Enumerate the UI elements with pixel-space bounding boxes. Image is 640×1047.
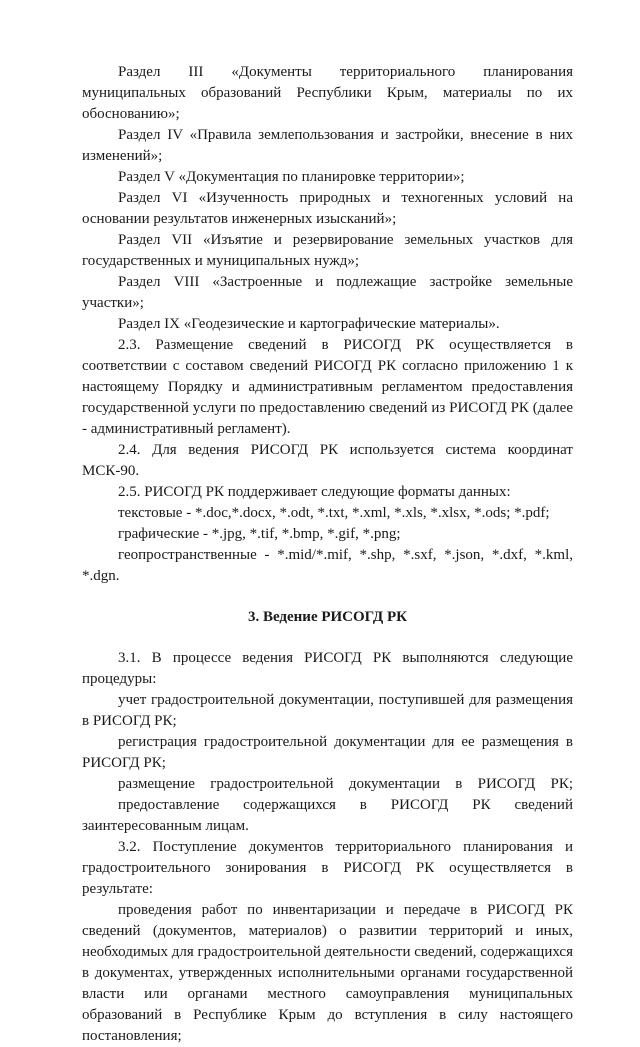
paragraph: Раздел VIII «Застроенные и подлежащие застройке земельные участки»;	[82, 274, 573, 311]
procedure-item: предоставление содержащихся в РИСОГД РК сведений заинтересованным лицам.	[82, 797, 573, 834]
paragraph: Раздел VII «Изъятие и резервирование земельных участков для государственных и муниципальных нужд»;	[82, 232, 573, 269]
paragraph: 3.1. В процессе ведения РИСОГД РК выполняются следующие процедуры:	[82, 650, 573, 687]
section-heading: 3. Ведение РИСОГД РК	[247, 609, 408, 625]
format-list-item: текстовые - *.doc,*.docx, *.odt, *.txt, *.xml, *.xls, *.xlsx, *.ods; *.pdf;	[118, 505, 550, 521]
paragraph: Раздел IV «Правила землепользования и застройки, внесение в них изменений»;	[82, 127, 573, 164]
paragraph: Раздел V «Документация по планировке территории»;	[118, 169, 465, 185]
paragraph: 2.4. Для ведения РИСОГД РК используется система координат МСК-90.	[82, 442, 573, 479]
procedure-item: учет градостроительной документации, поступившей для размещения в РИСОГД РК;	[82, 692, 573, 729]
format-list-item: графические - *.jpg, *.tif, *.bmp, *.gif, *.png;	[118, 526, 401, 542]
procedure-item: размещение градостроительной документации в РИСОГД РК;	[118, 776, 573, 792]
procedure-item: регистрация градостроительной документации для ее размещения в РИСОГД РК;	[82, 734, 573, 771]
paragraph: 2.3. Размещение сведений в РИСОГД РК осуществляется в соответствии с составом сведений РИСОГД РК согласно приложению 1 к настоящему Порядку и административным регламентом предоставления государственной услуги по предоставлению сведений из РИСОГД РК (далее - административный регламент).	[82, 337, 573, 437]
paragraph: Раздел IX «Геодезические и картографические материалы».	[118, 316, 500, 332]
document-page	[82, 62, 573, 1047]
paragraph: 2.5. РИСОГД РК поддерживает следующие форматы данных:	[118, 484, 511, 500]
paragraph: Раздел VI «Изученность природных и техногенных условий на основании результатов инженерных изысканий»;	[82, 190, 573, 227]
paragraph: Раздел III «Документы территориального планирования муниципальных образований Республики Крым, материалы по их обоснованию»;	[82, 64, 573, 122]
format-list-item: геопространственные - *.mid/*.mif, *.shp, *.sxf, *.json, *.dxf, *.kml, *.dgn.	[82, 547, 573, 584]
paragraph: 3.2. Поступление документов территориального планирования и градостроительного зонирования в РИСОГД РК осуществляется в результате:	[82, 839, 573, 897]
paragraph: проведения работ по инвентаризации и передаче в РИСОГД РК сведений (документов, материалов) о развитии территорий и иных, необходимых для градостроительной деятельности сведений, содержащихся в документах, утвержденных исполнительными органами государственной власти или органами местного самоуправления муниципальных образований в Республике Крым до вступления в силу настоящего постановления;	[82, 902, 573, 1044]
